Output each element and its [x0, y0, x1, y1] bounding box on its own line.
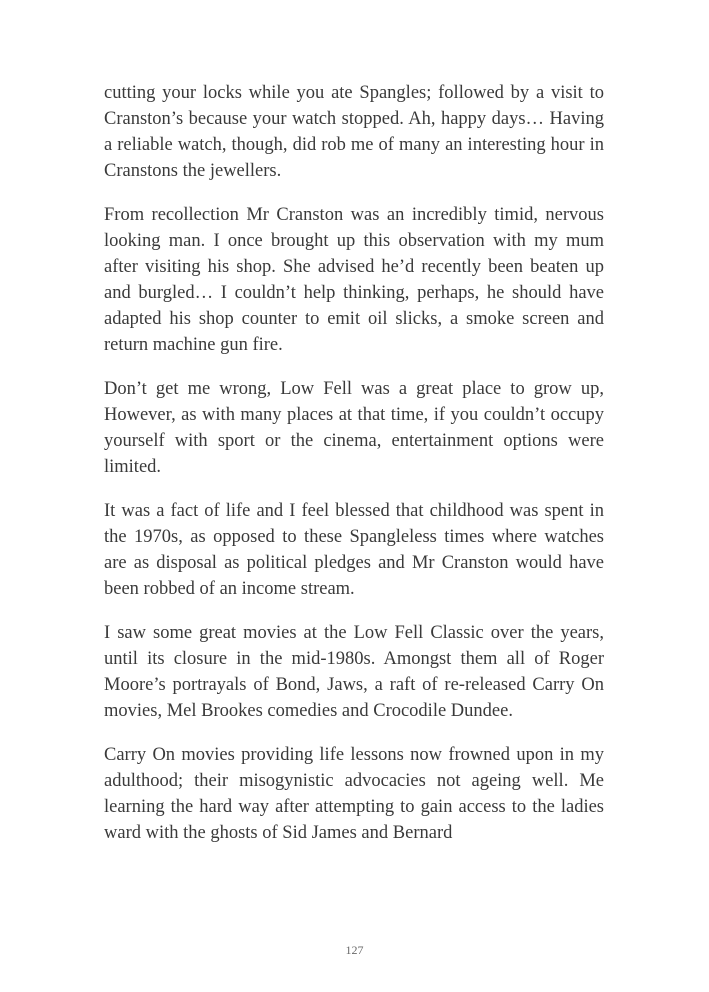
paragraph-mr-cranston: From recollection Mr Cranston was an incredibly timid, nervous looking man. I once brought up this observation with my mum after visiting his shop. She advised he’d recently been beaten up and burgled… I couldn’t help thinking, perhaps, he should have adapted his shop counter to emit oil slicks, a smoke screen and return machine gun fire. — [104, 205, 604, 355]
paragraph-carry-on: Carry On movies providing life lessons now frowned upon in my adulthood; their misogynistic advocacies not ageing well. Me learning the hard way after attempting to gain access to the ladies ward with the ghosts of Sid James and Bernard — [104, 745, 604, 843]
paragraph-low-fell-classic: I saw some great movies at the Low Fell Classic over the years, until its closure in the mid-1980s. Amongst them all of Roger Moore’s portrayals of Bond, Jaws, a raft of re-released Carry On movies, Mel Brookes comedies and Crocodile Dundee. — [104, 623, 604, 721]
paragraph-low-fell: Don’t get me wrong, Low Fell was a great place to grow up, However, as with many places at that time, if you couldn’t occupy yourself with sport or the cinema, entertainment options were limited. — [104, 379, 604, 477]
paragraph-1970s: It was a fact of life and I feel blessed that childhood was spent in the 1970s, as opposed to these Spangleless times where watches are as disposal as political pledges and Mr Cranston would have been robbed of an income stream. — [104, 501, 604, 599]
paragraph-spangles-cranstons: cutting your locks while you ate Spangles; followed by a visit to Cranston’s because your watch stopped. Ah, happy days… Having a reliable watch, though, did rob me of many an interesting hour in Cranstons the jewellers. — [104, 83, 604, 181]
page-body — [104, 80, 604, 864]
page-number: 127 — [345, 943, 364, 957]
